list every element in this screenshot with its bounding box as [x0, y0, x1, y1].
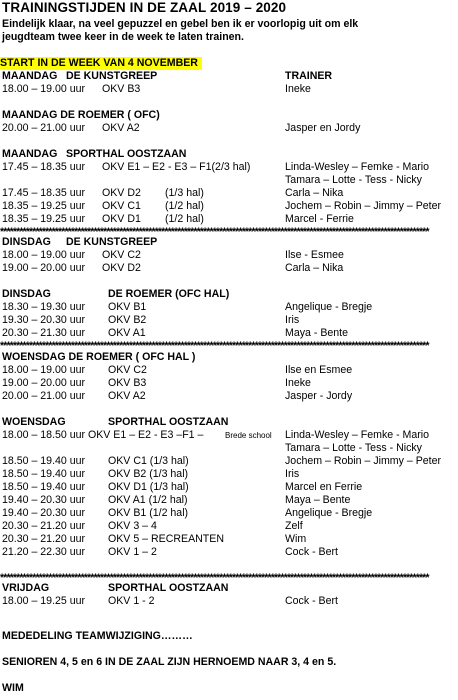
- row-time: 21.20 – 22.30 uur: [2, 546, 86, 558]
- separator-line: *************************************************************************************************************************************: [0, 341, 429, 350]
- row-team: OKV C2: [108, 364, 147, 376]
- row-trainer: Marcel - Ferrie: [285, 213, 354, 225]
- row-trainer: Cock - Bert: [285, 595, 338, 607]
- row-team: OKV 1 – 2: [108, 546, 157, 558]
- row-trainer: Iris: [285, 468, 300, 480]
- venue-label: DE ROEMER (OFC HAL): [108, 288, 230, 300]
- row-time: 18.50 – 19.40 uur: [2, 481, 86, 493]
- row-team: OKV D1: [102, 213, 141, 225]
- row-trainer: Jasper en Jordy: [285, 122, 361, 134]
- row-team: OKV B3: [102, 83, 141, 95]
- row-trainer: Jasper - Jordy: [285, 390, 353, 402]
- row-time: 18.00 – 19.00 uur: [2, 364, 86, 376]
- day-label: MAANDAG: [2, 148, 58, 160]
- row-trainer: Zelf: [285, 520, 303, 532]
- venue-label: SPORTHAL OOSTZAAN: [66, 148, 187, 160]
- row-trainer: Ineke: [285, 83, 311, 95]
- row-trainer: Wim: [285, 533, 307, 545]
- row-trainer: Ineke: [285, 377, 311, 389]
- row-trainer: Angelique - Bregje: [285, 507, 373, 519]
- row-trainer: Marcel en Ferrie: [285, 481, 363, 493]
- separator-line: *************************************************************************************************************************************: [0, 227, 429, 236]
- row-time: 20.00 – 21.00 uur: [2, 122, 86, 134]
- row-team: OKV C2: [102, 249, 141, 261]
- row-time: 18.50 – 19.40 uur: [2, 468, 86, 480]
- separator-line: *************************************************************************************************************************************: [0, 573, 429, 582]
- row-time: 19.40 – 20.30 uur: [2, 507, 86, 519]
- row-team: OKV 3 – 4: [108, 520, 157, 532]
- row-trainer: Tamara – Lotte - Tess - Nicky: [285, 442, 422, 454]
- row-time: 17.45 – 18.35 uur: [2, 161, 86, 173]
- document-title: TRAININGSTIJDEN IN DE ZAAL 2019 – 2020: [2, 0, 287, 15]
- section-heading: MAANDAG DE ROEMER ( OFC): [2, 109, 160, 121]
- row-time: 19.30 – 20.30 uur: [2, 314, 86, 326]
- row-time: 18.00 – 19.00 uur: [2, 249, 86, 261]
- row-time: 19.40 – 20.30 uur: [2, 494, 86, 506]
- row-trainer: Ilse en Esmee: [285, 364, 353, 376]
- row-team: OKV D2: [102, 262, 141, 274]
- row-time: 18.00 – 19.25 uur: [2, 595, 86, 607]
- row-trainer: Linda-Wesley – Femke - Mario: [285, 429, 430, 441]
- row-team: OKV B2 (1/3 hal): [108, 468, 189, 480]
- venue-label: DE KUNSTGREEP: [66, 236, 158, 248]
- row-team: OKV D1 (1/3 hal): [108, 481, 189, 493]
- row-team: OKV A2: [108, 390, 146, 402]
- row-brede-school: Brede school: [225, 431, 272, 440]
- row-time-team: 18.00 – 18.50 uur OKV E1 – E2 - E3 –F1 –: [2, 429, 204, 441]
- row-time: 20.30 – 21.30 uur: [2, 327, 86, 339]
- day-label: WOENSDAG: [2, 416, 66, 428]
- row-time: 20.30 – 21.20 uur: [2, 533, 86, 545]
- row-time: 18.35 – 19.25 uur: [2, 200, 86, 212]
- row-time: 18.50 – 19.40 uur: [2, 455, 86, 467]
- row-team: OKV D2: [102, 187, 141, 199]
- start-week-label: START IN DE WEEK VAN 4 NOVEMBER: [0, 57, 202, 70]
- row-team: OKV B1: [108, 301, 147, 313]
- row-time: 18.30 – 19.30 uur: [2, 301, 86, 313]
- venue-label: SPORTHAL OOSTZAAN: [108, 582, 229, 594]
- venue-label: SPORTHAL OOSTZAAN: [108, 416, 229, 428]
- row-team: OKV B2: [108, 314, 147, 326]
- row-time: 20.30 – 21.20 uur: [2, 520, 86, 532]
- row-trainer: Angelique - Bregje: [285, 301, 373, 313]
- row-team: OKV B3: [108, 377, 147, 389]
- row-trainer: Tamara – Lotte - Tess - Nicky: [285, 174, 422, 186]
- row-trainer: Maya – Bente: [285, 494, 351, 506]
- row-trainer: Ilse - Esmee: [285, 249, 344, 261]
- row-trainer: Iris: [285, 314, 300, 326]
- day-label: DINSDAG: [2, 236, 51, 248]
- row-team: OKV C1 (1/3 hal): [108, 455, 189, 467]
- row-team: OKV C1: [102, 200, 141, 212]
- seniors-notice: SENIOREN 4, 5 en 6 IN DE ZAAL ZIJN HERNOEMD NAAR 3, 4 en 5.: [2, 656, 337, 668]
- row-team: OKV 5 – RECREANTEN: [108, 533, 224, 545]
- signature: WIM: [2, 682, 24, 694]
- row-trainer: Jochem – Robin – Jimmy – Peter: [285, 455, 442, 467]
- row-trainer: Carla – Nika: [285, 187, 344, 199]
- day-label: VRIJDAG: [2, 582, 50, 594]
- row-time: 17.45 – 18.35 uur: [2, 187, 86, 199]
- row-note: (1/2 hal): [165, 213, 204, 225]
- row-team: OKV A1: [108, 327, 146, 339]
- row-time: 18.35 – 19.25 uur: [2, 213, 86, 225]
- trainer-header: TRAINER: [285, 70, 333, 82]
- row-team: OKV 1 - 2: [108, 595, 155, 607]
- row-trainer: Cock - Bert: [285, 546, 338, 558]
- row-team: OKV E1 – E2 - E3 – F1(2/3 hal): [102, 161, 251, 173]
- row-trainer: Jochem – Robin – Jimmy – Peter: [285, 200, 442, 212]
- row-time: 19.00 – 20.00 uur: [2, 262, 86, 274]
- row-trainer: Linda-Wesley – Femke - Mario: [285, 161, 430, 173]
- row-note: (1/2 hal): [165, 200, 204, 212]
- row-trainer: Maya - Bente: [285, 327, 349, 339]
- venue-label: DE KUNSTGREEP: [66, 70, 158, 82]
- row-time: 18.00 – 19.00 uur: [2, 83, 86, 95]
- row-team: OKV B1 (1/2 hal): [108, 507, 189, 519]
- intro-line-2: jeugdteam twee keer in de week te laten trainen.: [2, 31, 244, 43]
- intro-line-1: Eindelijk klaar, na veel gepuzzel en gebel ben ik er voorlopig uit om elk: [2, 18, 359, 30]
- announcement-heading: MEDEDELING TEAMWIJZIGING………: [2, 630, 193, 642]
- day-label: DINSDAG: [2, 288, 51, 300]
- row-note: (1/3 hal): [165, 187, 204, 199]
- row-time: 20.00 – 21.00 uur: [2, 390, 86, 402]
- row-trainer: Carla – Nika: [285, 262, 344, 274]
- row-time: 19.00 – 20.00 uur: [2, 377, 86, 389]
- day-label: MAANDAG: [2, 70, 58, 82]
- section-heading: WOENSDAG DE ROEMER ( OFC HAL ): [2, 351, 196, 363]
- row-team: OKV A1 (1/2 hal): [108, 494, 188, 506]
- row-team: OKV A2: [102, 122, 140, 134]
